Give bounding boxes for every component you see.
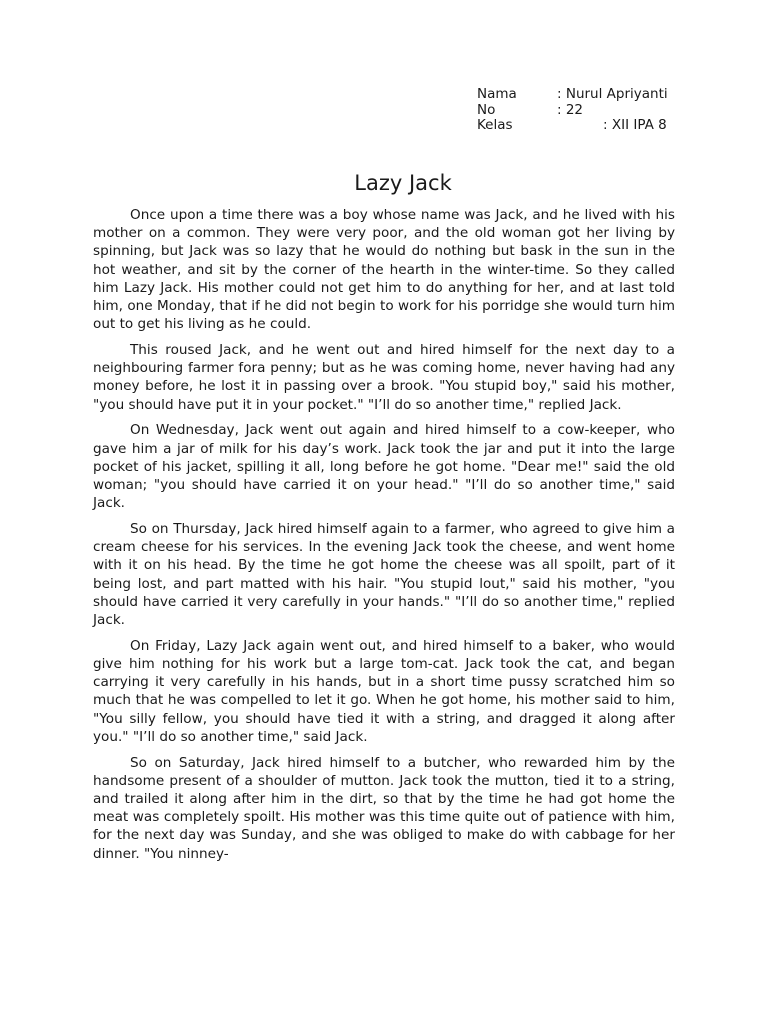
story-paragraph-1: Once upon a time there was a boy whose name was Jack, and he lived with his mother on a common. They were very poor, and the old woman got her living by spinning, but Jack was so lazy that he would do nothing but bask in the sun in the hot weather, and sit by the corner of the hearth in the winter-time. So they called him Lazy Jack. His mother could not get him to do anything for her, and at last told him, one Monday, that if he did not begin to work for his porridge she would turn him out to get his living as he could. — [93, 207, 675, 333]
story-title: Lazy Jack — [354, 171, 452, 195]
story-paragraph-3: On Wednesday, Jack went out again and hired himself to a cow-keeper, who gave him a jar of milk for his day’s work. Jack took the jar and put it into the large pocket of his jacket, spilling it all, long before he got home. "Dear me!" said the old woman; "you should have carried it on your head." "I’ll do so another time," said Jack. — [93, 422, 675, 512]
student-class-label: Kelas — [477, 117, 513, 133]
story-paragraph-4: So on Thursday, Jack hired himself again to a farmer, who agreed to give him a cream cheese for his services. In the evening Jack took the cheese, and went home with it on his head. By the time he got home the cheese was all spoilt, part of it being lost, and part matted with his hair. "You stupid lout," said his mother, "you should have carried it very carefully in your hands." "I’ll do so another time," replied Jack. — [93, 521, 675, 629]
story-paragraph-2: This roused Jack, and he went out and hired himself for the next day to a neighbouring farmer fora penny; but as he was coming home, never having had any money before, he lost it in passing over a brook. "You stupid boy," said his mother, "you should have put it in your pocket." "I’ll do so another time," replied Jack. — [93, 342, 675, 413]
student-number-value: : 22 — [557, 101, 584, 118]
student-class-value: : XII IPA 8 — [603, 117, 667, 133]
story-body — [93, 206, 675, 863]
story-paragraph-6: So on Saturday, Jack hired himself to a butcher, who rewarded him by the handsome present of a shoulder of mutton. Jack took the mutton, tied it to a string, and trailed it along after him in the dirt, so that by the time he had got home the meat was completely spoilt. His mother was this time quite out of patience with him, for the next day was Sunday, and she was obliged to make do with cabbage for her dinner. "You ninney- — [93, 754, 675, 862]
student-number-label: No — [477, 101, 496, 118]
student-name-value: : Nurul Apriyanti — [557, 86, 668, 102]
student-name-label: Nama — [477, 86, 517, 102]
story-paragraph-5: On Friday, Lazy Jack again went out, and hired himself to a baker, who would give him nothing for his work but a large tom-cat. Jack took the cat, and began carrying it very carefully in his hands, but in a short time pussy scratched him so much that he was compelled to let it go. When he got home, his mother said to him, "You silly fellow, you should have tied it with a string, and dragged it along after you." "I’ll do so another time," said Jack. — [93, 637, 675, 745]
